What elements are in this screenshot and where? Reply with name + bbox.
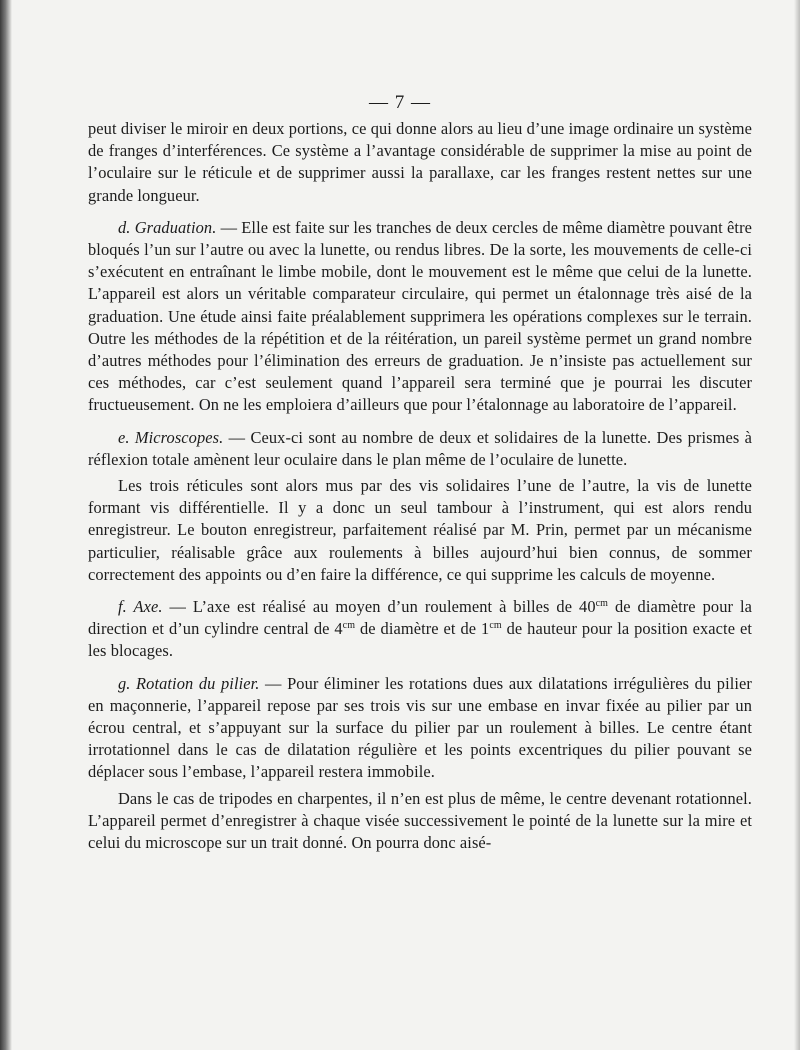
- paragraph-rotation-pilier: [88, 673, 752, 784]
- paragraph-text: — Pour éliminer les rotations dues aux dilatations irrégulières du pilier en maçonnerie, l’appareil repose par ses trois vis sur une embase en invar fixée au pilier par un écrou central, et s’appuyant sur la surface du pilier par un roulement à billes. Le centre étant irrotationnel dans le cas de dilatation régulière et les points excentriques du pilier pouvant se déplacer sous l’embase, l’appareil restera immobile.: [88, 673, 752, 782]
- paragraph-text: — Ceux-ci sont au nombre de deux et solidaires de la lunette. Des prismes à réflexion totale amènent leur oculaire dans le plan même de l’oculaire de lunette.: [88, 427, 753, 469]
- section-heading-axe: f. Axe.: [118, 597, 163, 617]
- paragraph-axe: [88, 596, 752, 663]
- paragraph-text-part: de hauteur pour la position exacte et les blocages.: [88, 619, 752, 661]
- section-heading-microscopes: e. Microscopes.: [118, 427, 224, 447]
- unit-superscript: cm: [489, 620, 502, 632]
- paragraph-text: Dans le cas de tripodes en charpentes, il n’en est plus de même, le centre devenant rotationnel. L’appareil permet d’enregistrer à chaque visée successivement le pointé de la lunette sur la mire et celui du microscope sur un trait donné. On pourra donc aisé-: [88, 788, 752, 853]
- page-number: — 7 —: [369, 92, 431, 113]
- paragraph-text: Les trois réticules sont alors mus par des vis solidaires l’une de l’autre, la vis de lunette formant vis différentielle. Il y a donc un seul tambour à l’instrument, qui est alors rendu enregistreur. Le bouton enregistreur, parfaitement réalisé par M. Prin, permet par un mécanisme particulier, réalisable grâce aux roulements à billes aujourd’hui bien connus, de sommer correctement des appoints ou d’en faire la différence, ce qui supprime les calculs de moyenne.: [88, 476, 752, 584]
- paragraph-text-part: de diamètre pour la direction et d’un cylindre central de 4: [88, 597, 752, 639]
- section-heading-rotation-pilier: g. Rotation du pilier.: [118, 673, 260, 693]
- paragraph-microscopes: [88, 427, 752, 471]
- unit-superscript: cm: [342, 620, 356, 632]
- scan-shadow-left: [0, 0, 12, 1050]
- paragraph-text: peut diviser le miroir en deux portions, ce qui donne alors au lieu d’une image ordinaire un système de franges d’interférences. Ce système a l’avantage considérable de supprimer la mise au point de l’oculaire sur le réticule et de supprimer aussi la parallaxe, car les franges restent nettes sur une grande longueur.: [88, 119, 752, 205]
- body-text: [88, 118, 752, 854]
- unit-superscript: cm: [595, 598, 609, 610]
- paragraph-text-part: de diamètre et de 1: [355, 619, 490, 639]
- paragraph-text-part: — L’axe est réalisé au moyen d’un roulement à billes de 40: [162, 597, 596, 617]
- scan-shadow-right: [794, 0, 800, 1050]
- paragraph-reticules: [88, 475, 752, 586]
- paragraph-continuation: [88, 118, 752, 207]
- paragraph-graduation: [88, 217, 752, 417]
- paragraph-tripodes: [88, 788, 752, 855]
- section-heading-graduation: d. Graduation.: [118, 217, 217, 237]
- paragraph-text: — Elle est faite sur les tranches de deux cercles de même diamètre pouvant être bloqués l’un sur l’autre ou avec la lunette, ou rendus libres. De la sorte, les mouvements de celle-ci s’exécutent en entraînant le limbe mobile, dont le mouvement est le même que celui de la lunette. L’appareil est alors un véritable comparateur circulaire, qui permet un étalonnage très aisé de la graduation. Une étude ainsi faite préalablement supprimera les opérations complexes sur le terrain. Outre les méthodes de la répétition et de la réitération, un pareil système permet un grand nombre d’autres méthodes pour l’élimination des erreurs de graduation. Je n’insiste pas actuellement sur ces méthodes, car c’est seulement quand l’appareil sera terminé que je pourrai les discuter fructueusement. On ne les emploiera d’ailleurs que pour l’étalonnage au laboratoire de l’appareil.: [88, 217, 752, 415]
